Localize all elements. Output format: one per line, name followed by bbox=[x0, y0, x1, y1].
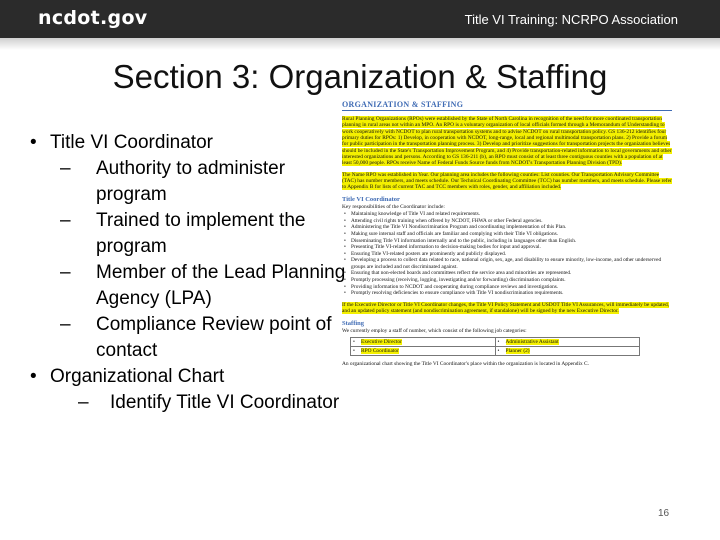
role-label: Planner (2) bbox=[505, 347, 530, 354]
slide-title: Section 3: Organization & Staffing bbox=[112, 58, 608, 95]
header-shadow bbox=[0, 38, 720, 50]
bullet-list bbox=[28, 130, 358, 416]
list-item: • Attending civil rights training when offered by NCDOT, FHWA or other Federal agencies. bbox=[342, 218, 672, 225]
highlighted-text: The Name RPO was established in Year. Our planning area includes the following counties: List counties. Our Transportation Advisory Committee (TAC) has number members, and meets schedule. Our Technical Coordinating Committee (TCC) has number members, and meets schedule. Please refer to Appendix B for lists of current TAC and TCC members with roles, gender, and affiliation included. bbox=[342, 171, 672, 191]
role-label: Administrative Assistant bbox=[505, 338, 559, 345]
sub-bullet-text: Authority to administer program bbox=[96, 158, 286, 205]
header-bar bbox=[0, 0, 720, 38]
doc-section-heading: Staffing bbox=[342, 319, 365, 327]
highlighted-text: If the Executive Director or Title VI Coordinator changes, the Title VI Policy Statement and USDOT Title VI Assurances, will immediately be updated, and an updated policy statement (and nondiscrimination agreement, if standalone) will be signed by the new Executive Director. bbox=[342, 301, 670, 315]
sub-bullet-text: Identify Title VI Coordinator bbox=[110, 392, 340, 413]
sub-bullet-text: Trained to implement the program bbox=[96, 210, 306, 257]
dash-marker: – bbox=[60, 314, 71, 335]
sub-bullet-item bbox=[28, 156, 358, 208]
doc-paragraph: We currently employ a staff of number, which consist of the following job categories: bbox=[342, 327, 527, 334]
page-number: 16 bbox=[658, 508, 670, 519]
list-item: • Presenting Title VI-related information to decision-making bodies for input and approval. bbox=[342, 244, 672, 251]
doc-paragraph bbox=[342, 302, 672, 315]
dash-marker: – bbox=[60, 210, 71, 231]
dash-marker: – bbox=[60, 262, 71, 283]
doc-paragraph: An organizational chart showing the Title VI Coordinator's place within the organization is located in Appendix C. bbox=[342, 360, 589, 367]
dash-marker: – bbox=[78, 392, 89, 413]
list-item: • Providing information to NCDOT and cooperating during compliance reviews and investigations. bbox=[342, 284, 672, 291]
sub-bullet-text: Member of the Lead Planning Agency (LPA) bbox=[96, 262, 346, 309]
list-item: • Ensuring that non-elected boards and committees reflect the service area and minorities are represented. bbox=[342, 270, 672, 277]
sub-bullet-text: Compliance Review point of contact bbox=[96, 314, 332, 361]
sub-bullet-item bbox=[28, 208, 358, 260]
duty-list bbox=[342, 211, 672, 297]
table-cell: • Planner (2) bbox=[495, 346, 640, 355]
doc-paragraph bbox=[342, 116, 672, 167]
list-item: • Disseminating Title VI information internally and to the public, including in languages other than English. bbox=[342, 238, 672, 245]
doc-heading: ORGANIZATION & STAFFING bbox=[342, 100, 672, 111]
list-item: • Developing a process to collect data related to race, national origin, sex, age, and disability to ensure minority, low-income, and other underserved groups are included and not discriminated against. bbox=[342, 257, 672, 270]
role-label: RPO Coordinator bbox=[361, 347, 399, 354]
table-cell: • Administrative Assistant bbox=[495, 337, 640, 346]
sub-bullet-item bbox=[28, 390, 358, 416]
list-item: • Making sure internal staff and officials are familiar and complying with their Title VI obligations. bbox=[342, 231, 672, 238]
list-item: • Administering the Title VI Nondiscrimination Program and coordinating implementation of this Plan. bbox=[342, 224, 672, 231]
role-label: Executive Director bbox=[361, 338, 402, 345]
ncdot-logo[interactable]: ncdot.gov bbox=[38, 7, 148, 29]
job-category-table bbox=[350, 337, 640, 356]
list-item: • Maintaining knowledge of Title VI and related requirements. bbox=[342, 211, 672, 218]
table-cell: • RPO Coordinator bbox=[351, 346, 496, 355]
bullet-item: • Organizational Chart bbox=[28, 364, 358, 390]
doc-paragraph: Key responsibilities of the Coordinator include: bbox=[342, 203, 445, 210]
deck-title: Title VI Training: NCRPO Association bbox=[464, 12, 678, 27]
table-cell: • Executive Director bbox=[351, 337, 496, 346]
sub-bullet-item bbox=[28, 312, 358, 364]
document-excerpt bbox=[342, 100, 672, 508]
doc-section-heading: Title VI Coordinator bbox=[342, 195, 400, 203]
list-item: • Promptly processing (receiving, logging, investigating and/or forwarding) discrimination complaints. bbox=[342, 277, 672, 284]
dash-marker: – bbox=[60, 158, 71, 179]
bullet-item: • Title VI Coordinator bbox=[28, 130, 358, 156]
sub-bullet-item bbox=[28, 260, 358, 312]
highlighted-text: Rural Planning Organizations (RPOs) were established by the State of North Carolina in recognition of the need for more coordinated transportation planning in rural areas not within an MPO. An RPO is a voluntary organization of local officials formed through a Memorandum of Understanding to work cooperatively with NCDOT to plan rural transportation systems and to advise NCDOT on rural transportation policy. GS 136-212 identifies four primary duties for RPOs: 1) Develop, in cooperation with NCDOT, long-range, local and regional multimodal transportation plans. 2) Provide a forum for public participation in the transportation planning process. 3) Develop and prioritize suggestions for transportation projects the organization believes should be included in the State's Transportation Improvement Program, and 4) Provide transportation-related information to local governments and other interested organizations and persons. According to GS 136-211 (b), an RPO must consist of at least three contiguous counties with a population of at least 50,000 people. RPOs receive Name of Federal Funds Source funds from NCDOT's Transportation Planning Division (TPD). bbox=[342, 116, 672, 167]
list-item: • Promptly resolving deficiencies to ensure compliance with Title VI nondiscrimination requirements. bbox=[342, 290, 672, 297]
doc-paragraph bbox=[342, 172, 672, 191]
list-item: • Ensuring Title VI-related posters are prominently and publicly displayed. bbox=[342, 251, 672, 258]
